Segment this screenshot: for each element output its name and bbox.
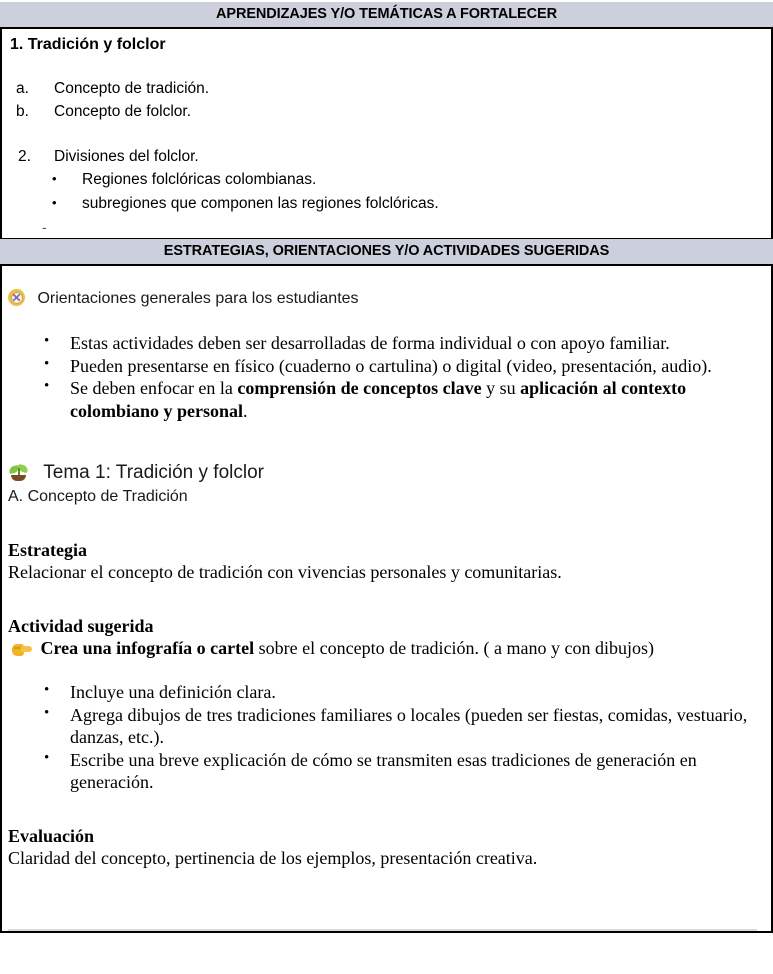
list-item (8, 192, 765, 216)
section-estrategias-body (0, 266, 773, 931)
list-marker: b. (16, 103, 29, 120)
list-item-label: Escribe una breve explicación de cómo se transmiten esas tradiciones de generación en generación. (70, 749, 697, 792)
compass-icon (8, 289, 25, 306)
actividad-bullet-list (8, 681, 757, 794)
list-item (8, 704, 757, 749)
evaluacion-label: Evaluación (8, 825, 95, 846)
estrategia-label: Estrategia (8, 540, 87, 560)
bullet-icon: • (44, 704, 50, 721)
list-item-label: Concepto de folclor. (54, 103, 192, 120)
list-item (8, 77, 765, 100)
text-run: y su (481, 378, 521, 398)
bullet-icon: • (44, 749, 50, 766)
actividad-callout-text: sobre el concepto de tradición. ( a mano y con dibujos) (254, 637, 655, 658)
list-item-label: Divisiones del folclor. (54, 148, 199, 165)
bullet-icon: • (44, 682, 50, 698)
estrategia-text: Relacionar el concepto de tradición con vivencias personales y comunitarias. (8, 562, 562, 582)
actividad-callout-bold: Crea una infografía o cartel (40, 637, 255, 658)
section-banner-aprendizajes: APRENDIZAJES Y/O TEMÁTICAS A FORTALECER (0, 0, 773, 29)
trailing-dash-marker: - (42, 219, 47, 235)
bullet-icon: • (52, 195, 57, 210)
seedling-icon (8, 461, 29, 482)
topic-subheading: A. Concepto de Tradición (8, 488, 188, 505)
list-item-label: Pueden presentarse en físico (cuaderno o cartulina) o digital (video, presentación, audio). (70, 355, 712, 376)
numbered-item (8, 145, 765, 168)
text-run-bold: aplicación al contexto colombiano y personal (70, 378, 687, 421)
list-marker: 2. (18, 148, 31, 165)
list-item (8, 332, 757, 355)
section-aprendizajes-body (0, 29, 773, 238)
orientations-heading: Orientaciones generales para los estudiantes (37, 290, 359, 307)
list-item (8, 749, 757, 794)
section1-title: 1. Tradición y folclor (10, 36, 166, 53)
section-banner-estrategias: ESTRATEGIAS, ORIENTACIONES Y/O ACTIVIDADES SUGERIDAS (0, 238, 773, 266)
sub-bullet-list (8, 168, 765, 216)
orientations-bullet-list (8, 332, 757, 422)
actividad-callout-row (8, 637, 757, 660)
table-bottom-border (0, 931, 773, 933)
list-item (8, 355, 757, 378)
bullet-icon: • (44, 378, 50, 394)
list-item-label: Incluye una definición clara. (70, 682, 276, 702)
orientations-heading-row (8, 288, 757, 310)
list-item (8, 377, 757, 422)
list-item (8, 100, 765, 123)
bullet-icon: • (44, 333, 50, 349)
list-item (8, 168, 765, 192)
text-run: Se deben enfocar en la (70, 378, 238, 398)
pointing-hand-icon (12, 641, 32, 657)
list-marker: a. (16, 80, 29, 97)
list-item (8, 681, 757, 704)
evaluacion-text: Claridad del concepto, pertinencia de los ejemplos, presentación creativa. (8, 847, 538, 868)
list-item-label: Agrega dibujos de tres tradiciones familiares o locales (pueden ser fiestas, comidas, vestuario, danzas, etc.). (70, 704, 748, 747)
bullet-icon: • (44, 355, 50, 372)
text-run: . (243, 400, 248, 421)
list-item-label: Estas actividades deben ser desarrolladas de forma individual o con apoyo familiar. (70, 333, 670, 353)
list-item-label: Concepto de tradición. (54, 80, 210, 97)
actividad-label: Actividad sugerida (8, 615, 154, 636)
list-item-label: subregiones que componen las regiones folclóricas. (82, 195, 439, 212)
text-run-bold: comprensión de conceptos clave (237, 378, 482, 398)
bullet-icon: • (52, 171, 57, 186)
topic-heading: Tema 1: Tradición y folclor (43, 462, 264, 483)
list-item-label: Regiones folclóricas colombianas. (82, 171, 317, 188)
list-item-label (70, 378, 686, 421)
alpha-list (8, 77, 765, 123)
topic-heading-row (8, 460, 757, 486)
